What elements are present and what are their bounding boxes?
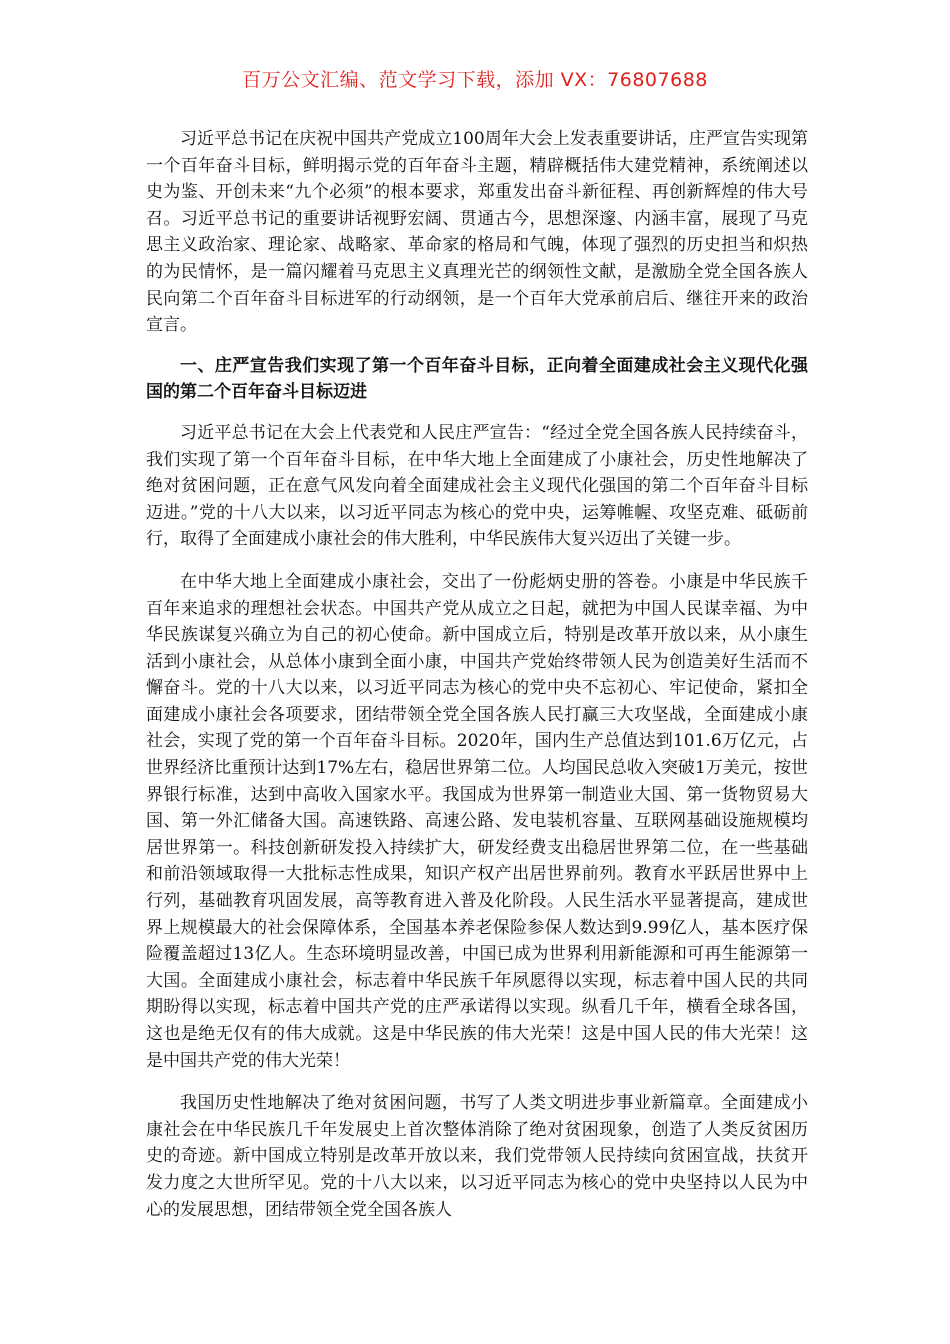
paragraph-declaration: 习近平总书记在大会上代表党和人民庄严宣告：“经过全党全国各族人民持续奋斗，我们实现了第一个百年奋斗目标，在中华大地上全面建成了小康社会，历史性地解决了绝对贫困问题，正在意气风发向着全面建成社会主义现代化强国的第二个百年奋斗目标迈进。”党的十八大以来，以习近平同志为核心的党中央，运筹帷幄、攻坚克难、砥砺前行，取得了全面建成小康社会的伟大胜利，中华民族伟大复兴迈出了关键一步。: [146, 422, 808, 550]
paragraph-poverty: 我国历史性地解决了绝对贫困问题，书写了人类文明进步事业新篇章。全面建成小康社会在中华民族几千年发展史上首次整体消除了绝对贫困现象，创造了人类反贫困历史的奇迹。新中国成立特别是改革开放以来，我们党带领人民持续向贫困宣战，扶贫开发力度之大世所罕见。党的十八大以来，以习近平同志为核心的党中央坚持以人民为中心的发展思想，团结带领全党全国各族人: [146, 1093, 808, 1220]
paragraph-intro: 习近平总书记在庆祝中国共产党成立100周年大会上发表重要讲话，庄严宣告实现第一个百年奋斗目标，鲜明揭示党的百年奋斗主题，精辟概括伟大建党精神，系统阐述以史为鉴、开创未来“九个必须”的根本要求，郑重发出奋斗新征程、再创新辉煌的伟大号召。习近平总书记的重要讲话视野宏阔、贯通古今，思想深邃、内涵丰富，展现了马克思主义政治家、理论家、战略家、革命家的格局和气魄，体现了强烈的历史担当和炽热的为民情怀，是一篇闪耀着马克思主义真理光芒的纲领性文献，是激励全党全国各族人民向第二个百年奋斗目标进军的行动纲领，是一个百年大党承前启后、继往开来的政治宣言。: [146, 129, 808, 336]
section-heading-1: 一、庄严宣告我们实现了第一个百年奋斗目标，正向着全面建成社会主义现代化强国的第二个百年奋斗目标迈进: [146, 355, 808, 403]
document-body: [146, 126, 808, 1223]
paragraph-xiaokang: 在中华大地上全面建成小康社会，交出了一份彪炳史册的答卷。小康是中华民族千百年来追求的理想社会状态。中国共产党从成立之日起，就把为中国人民谋幸福、为中华民族谋复兴确立为自己的初心使命。新中国成立后，特别是改革开放以来，从小康生活到小康社会，从总体小康到全面小康，中国共产党始终带领人民为创造美好生活而不懈奋斗。党的十八大以来，以习近平同志为核心的党中央不忘初心、牢记使命，紧扣全面建成小康社会各项要求，团结带领全党全国各族人民打赢三大攻坚战，全面建成小康社会，实现了党的第一个百年奋斗目标。2020年，国内生产总值达到101.6万亿元，占世界经济比重预计达到17%左右，稳居世界第二位。人均国民总收入突破1万美元，按世界银行标准，达到中高收入国家水平。我国成为世界第一制造业大国、第一货物贸易大国、第一外汇储备大国。高速铁路、高速公路、发电装机容量、互联网基础设施规模均居世界第一。科技创新研发投入持续扩大，研发经费支出稳居世界第二位，在一些基础和前沿领域取得一大批标志性成果，知识产权产出居世界前列。教育水平跃居世界中上行列，基础教育巩固发展，高等教育进入普及化阶段。人民生活水平显著提高，建成世界上规模最大的社会保障体系，全国基本养老保险参保人数达到9.99亿人，基本医疗保险覆盖超过13亿人。生态环境明显改善，中国已成为世界利用新能源和可再生能源第一大国。全面建成小康社会，标志着中华民族千年夙愿得以实现，标志着中国人民的共同期盼得以实现，标志着中国共产党的庄严承诺得以实现。纵看几千年，横看全球各国，这也是绝无仅有的伟大成就。这是中华民族的伟大光荣！这是中国人民的伟大光荣！这是中国共产党的伟大光荣！: [146, 571, 808, 1071]
watermark-banner: 百万公文汇编、范文学习下载，添加 VX：76807688: [242, 69, 708, 91]
